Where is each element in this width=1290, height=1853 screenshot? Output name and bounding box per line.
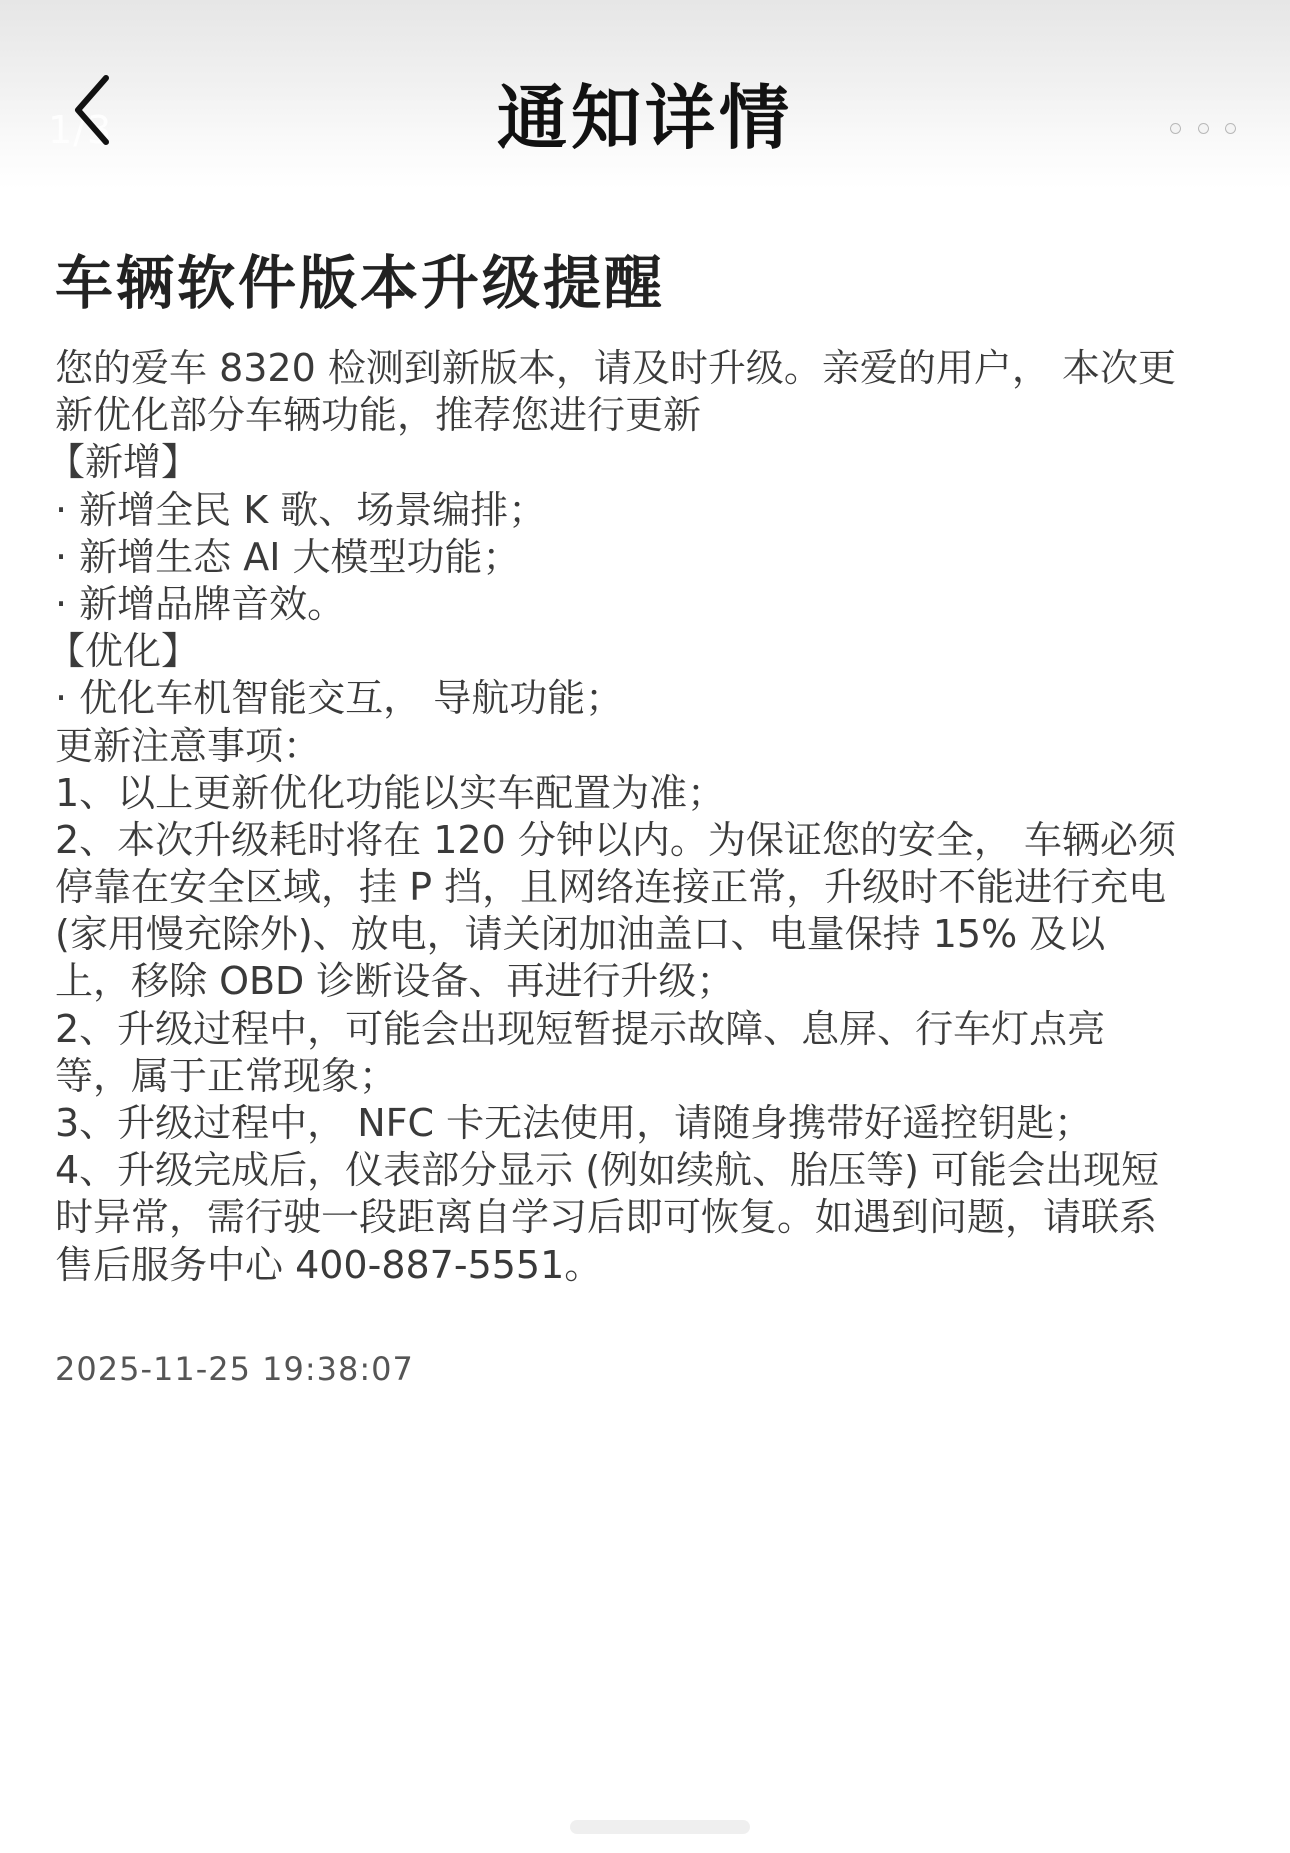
more-dots-icon <box>1198 123 1209 134</box>
note-item: 售后服务中心 400-887-5551。 <box>55 1242 603 1287</box>
page-title: 通知详情 <box>497 77 793 159</box>
section-heading-new: 【新增】 <box>47 440 200 485</box>
page-indicator: 1/3 <box>48 108 113 152</box>
list-item: · 优化车机智能交互， 导航功能； <box>55 676 624 721</box>
list-item: · 新增全民 K 歌、场景编排； <box>55 487 547 532</box>
home-indicator <box>570 1820 750 1834</box>
note-item: 4、升级完成后，仪表部分显示 (例如续航、胎压等) 可能会出现短 <box>55 1148 1159 1193</box>
note-item: 2、升级过程中，可能会出现短暂提示故障、息屏、行车灯点亮 <box>55 1006 1106 1051</box>
note-item: 2、本次升级耗时将在 120 分钟以内。为保证您的安全， 车辆必须 <box>55 817 1176 862</box>
list-item: · 新增生态 AI 大模型功能； <box>55 534 521 579</box>
notice-body <box>47 345 1245 1289</box>
more-dots-icon <box>1225 123 1236 134</box>
notice-timestamp: 2025-11-25 19:38:07 <box>55 1350 414 1388</box>
body-line: 新优化部分车辆功能，推荐您进行更新 <box>55 393 702 438</box>
section-heading-optimize: 【优化】 <box>47 629 200 674</box>
nav-bar <box>0 0 1290 190</box>
body-line: 您的爱车 8320 检测到新版本，请及时升级。亲爱的用户， 本次更 <box>55 346 1176 390</box>
note-item: 3、升级过程中， NFC 卡无法使用，请随身携带好遥控钥匙； <box>55 1101 1093 1145</box>
list-item: · 新增品牌音效。 <box>55 581 346 626</box>
note-item: 时异常，需行驶一段距离自学习后即可恢复。如遇到问题，请联系 <box>55 1195 1158 1240</box>
more-dots-icon <box>1170 123 1181 134</box>
section-heading-notes: 更新注意事项： <box>55 723 322 768</box>
note-item: 上，移除 OBD 诊断设备、再进行升级； <box>55 959 735 1004</box>
notice-title: 车辆软件版本升级提醒 <box>55 249 666 317</box>
note-item: 停靠在安全区域，挂 P 挡，且网络连接正常，升级时不能进行充电 <box>55 865 1167 910</box>
note-item: 等，属于正常现象； <box>55 1053 398 1098</box>
note-item: 1、以上更新优化功能以实车配置为准； <box>55 770 726 815</box>
note-item: (家用慢充除外)、放电，请关闭加油盖口、电量保持 15% 及以 <box>55 912 1106 957</box>
more-options-button[interactable] <box>1170 118 1236 138</box>
